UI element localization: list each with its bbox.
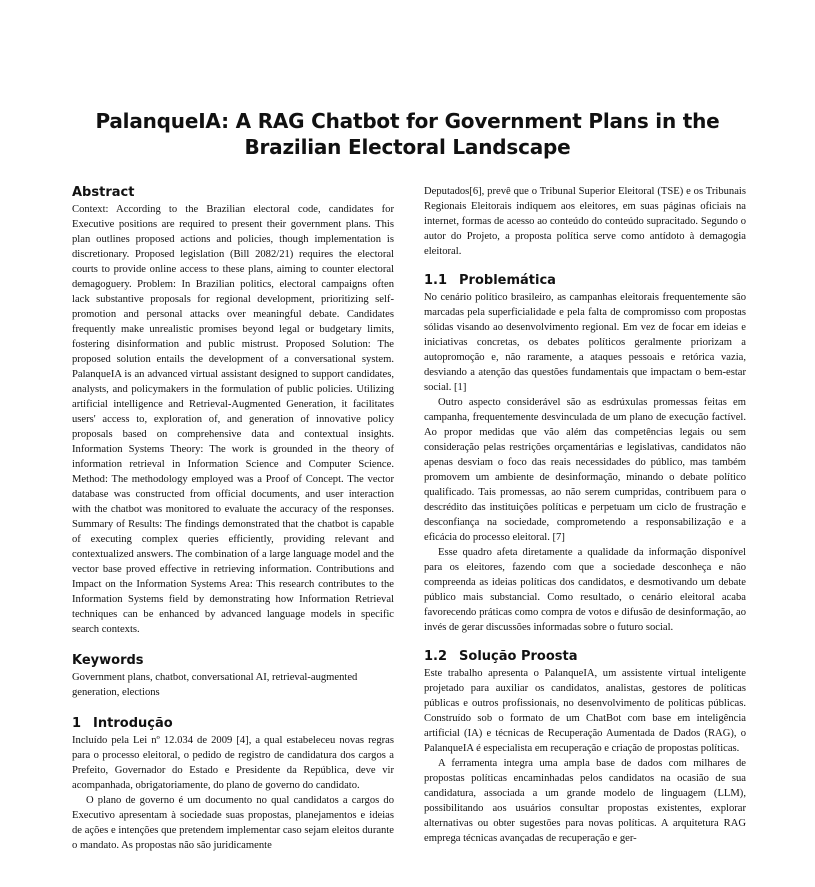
solution-number: 1.2 [424,649,448,664]
problem-paragraph-3: Esse quadro afeta diretamente a qualidade da informação disponível para os eleitores, fazendo com que a sociedade desconheça e não compreenda as ideias políticas dos candidatos, e desmotivando um debate público mais substancial. Como resultado, o cenário eleitoral acaba favorecendo práticas como compra de votos e difusão de desinformação, ao invés de gerar discussões informadas sobre o futuro social. [424,547,746,633]
solution-title: Solução Proosta [459,649,578,664]
introduction-paragraph-3: Deputados[6], prevê que o Tribunal Superior Eleitoral (TSE) e os Tribunais Regionais Eleitorais indiquem aos eleitores, em suas páginas oficiais na internet, formas de acesso ao conteúdo do conteúdo supracitado. Segundo o autor do Projeto, a proposta política serve como antídoto à demagogia eleitoral. [424,186,746,257]
problem-paragraph-2: Outro aspecto considerável são as esdrúxulas promessas feitas em campanha, frequentemente desvinculada de um plano de execução factível. Ao propor medidas que vão além das competências legais ou sem consideração pelas restrições orçamentárias e legislativas, candidatos não apenas desviam o foco das reais necessidades do público, mas também promovem um ambiente de desinformação, minando o debate político qualificado. Tais promessas, ao não serem cumpridas, contribuem para o descrédito das instituições políticas e perpetuam um ciclo de frustração e desconfiança na sociedade, comprometendo a responsabilização e a eficácia do processo eleitoral. [7] [424,397,746,543]
introduction-paragraph-1: Incluído pela Lei nº 12.034 de 2009 [4], a qual estabeleceu novas regras para o processo eleitoral, o pedido de registro de candidatura dos cargos a Prefeito, Governador do Estado e Presidente da República, deve vir acompanhada, obrigatoriamente, do plano de governo do candidato. [72,735,394,791]
solution-heading [424,648,746,666]
keywords-heading: Keywords [72,653,144,668]
solution-paragraph-1: Este trabalho apresenta o PalanqueIA, um assistente virtual inteligente projetado para auxiliar os candidatos, analistas, gestores de políticas públicas e outros profissionais, no desenvolvimento de políticas públicas. Construído sob o formato de um ChatBot com base em inteligência artificial (IA) e técnicas de Recuperação Aumentada de Dados (RAG), o PalanqueIA é especialista em recuperação e criação de propostas políticas. [424,668,746,754]
problem-title: Problemática [459,273,556,288]
left-column [72,184,394,853]
introduction-paragraph-2: O plano de governo é um documento no qual candidatos a cargos do Executivo apresentam à sociedade suas propostas, planejamentos e ideias de ações e intenções que pretendem implementar caso sejam eleitos durante o mandato. As propostas não são juridicamente [72,795,394,851]
right-column [424,184,746,846]
keywords-text: Government plans, chatbot, conversational AI, retrieval-augmented generation, elections [72,672,358,698]
paper-title-line-1: PalanqueIA: A RAG Chatbot for Government Plans in the [95,109,720,133]
paper-title-line-2: Brazilian Electoral Landscape [244,135,571,159]
abstract-heading: Abstract [72,185,135,200]
introduction-title: Introdução [93,716,173,731]
problem-heading [424,272,746,290]
problem-number: 1.1 [424,273,448,288]
solution-paragraph-2: A ferramenta integra uma ampla base de dados com milhares de propostas políticas encaminhadas pelos candidatos na ocasião de sua candidatura, associada a um grande modelo de linguagem (LLM), possibilitando aos usuários consultar propostas existentes, explorar alternativas ou obter sugestões para novas políticas. A arquitetura RAG emprega técnicas avançadas de recuperação e ger- [424,758,746,844]
abstract-text: Context: According to the Brazilian electoral code, candidates for Executive positions are required to present their government plans. This plan outlines proposed actions and policies, though implementation is discretionary. Proposed legislation (Bill 2082/21) requires the electoral courts to provide online access to these plans, aiming to counter electoral demagoguery. Problem: In Brazilian politics, electoral campaigns often lack substantive proposals for regional development, prioritizing self-promotion and personal attacks over meaningful debate. Candidates frequently make unrealistic promises beyond legal or budgetary limits, fostering disinformation and public mistrust. Proposed Solution: The proposed solution entails the development of a conversational system. PalanqueIA is an advanced virtual assistant designed to support candidates, analysts, and policymakers in the formulation of public policies. Utilizing artificial intelligence and Retrieval-Augmented Generation, it facilitates users' access to, exploration of, and generation of innovative policy proposals based on comprehensive data and contextual insights. Information Systems Theory: The work is grounded in the theory of information retrieval in Information Science and Computer Science. Method: The methodology employed was a Proof of Concept. The vector database was constructed from official documents, and user interaction with the chatbot was monitored to evaluate the accuracy of the responses. Summary of Results: The findings demonstrated that the chatbot is capable of executing complex queries efficiently, providing relevant and contextualized answers. The combination of a large language model and the vector base proved effective in retrieving information. Contributions and Impact on the Information Systems Area: This research contributes to the Information Systems field by demonstrating how Information Retrieval techniques can be enhanced by advanced language models in specific search contexts. [72,204,394,635]
introduction-number: 1 [72,716,82,731]
introduction-heading [72,715,394,733]
problem-paragraph-1: No cenário político brasileiro, as campanhas eleitorais frequentemente são marcadas pela superficialidade e pela falta de compromisso com propostas sólidas visando ao desenvolvimento regional. Em vez de focar em ideias e iniciativas concretas, os debates políticos geralmente priorizam a autopromoção e, não raramente, a ataques pessoais e retórica vazia, desviando a atenção das questões fundamentais que impactam o bem-estar social. [1] [424,292,746,393]
paper-title [60,108,755,160]
